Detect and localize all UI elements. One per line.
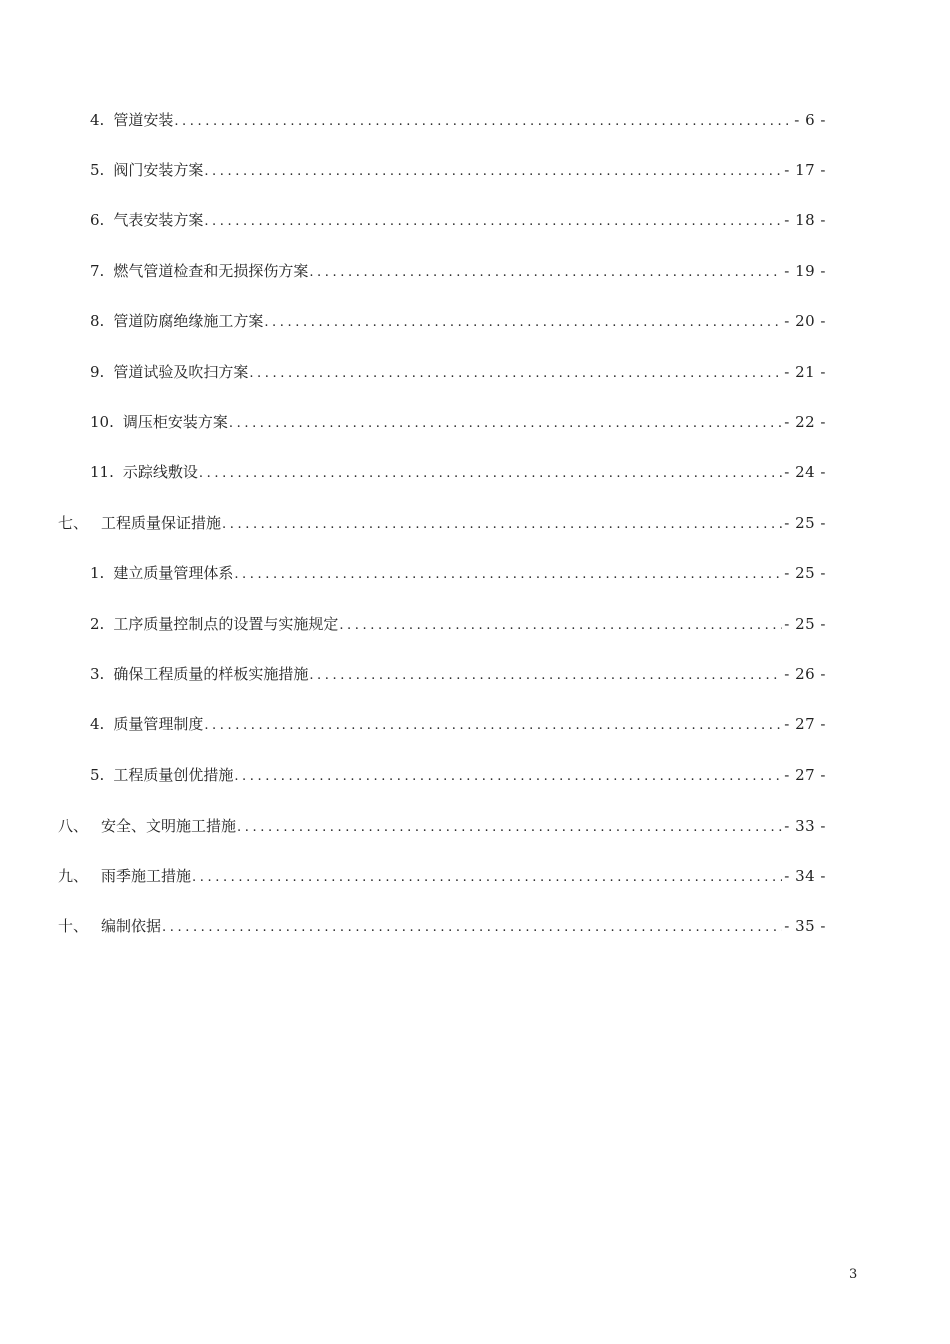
- toc-entry-number: 9.: [90, 363, 105, 381]
- toc-entry-page: - 20 -: [784, 312, 826, 330]
- toc-entry-label: 工程质量创优措施: [113, 766, 234, 784]
- toc-entry-number: 5.: [90, 161, 105, 179]
- toc-entry-page: - 18 -: [784, 211, 826, 229]
- toc-entry-page: - 33 -: [784, 817, 826, 835]
- toc-dot-leader: [309, 263, 782, 283]
- toc-entry-page: - 27 -: [784, 766, 826, 784]
- toc-entry-number: 3.: [90, 665, 105, 683]
- toc-entry-page: - 22 -: [784, 413, 826, 431]
- toc-entry-page: - 24 -: [784, 463, 826, 481]
- toc-dot-leader: [264, 313, 782, 333]
- toc-entry-label: 管道防腐绝缘施工方案: [113, 312, 264, 330]
- toc-entry-control-points[interactable]: [90, 614, 826, 636]
- toc-dot-leader: [204, 212, 782, 232]
- toc-entry-pipe-installation[interactable]: [90, 110, 826, 132]
- toc-entry-page: - 6 -: [794, 111, 826, 129]
- toc-entry-number: 10.: [90, 413, 114, 431]
- toc-entry-label: 燃气管道检查和无损探伤方案: [113, 262, 309, 280]
- toc-entry-number: 4.: [90, 111, 105, 129]
- toc-entry-number: 1.: [90, 564, 105, 582]
- toc-dot-leader: [229, 414, 782, 434]
- toc-entry-valve-installation[interactable]: [90, 160, 826, 182]
- toc-entry-label: 工序质量控制点的设置与实施规定: [113, 615, 339, 633]
- toc-entry-safety-measures[interactable]: [58, 816, 826, 838]
- toc-dot-leader: [192, 868, 782, 888]
- toc-dot-leader: [199, 464, 782, 484]
- toc-entry-number: 4.: [90, 715, 105, 733]
- toc-entry-label: 雨季施工措施: [101, 867, 192, 885]
- toc-entry-page: - 17 -: [784, 161, 826, 179]
- toc-entry-quality-system[interactable]: [90, 563, 826, 585]
- toc-entry-number: 七、: [58, 514, 89, 532]
- toc-entry-label: 确保工程质量的样板实施措施: [113, 665, 309, 683]
- toc-entry-page: - 35 -: [784, 917, 826, 935]
- toc-entry-page: - 25 -: [784, 564, 826, 582]
- toc-entry-testing-purging[interactable]: [90, 362, 826, 384]
- toc-entry-page: - 25 -: [784, 514, 826, 532]
- toc-entry-number: 11.: [90, 463, 114, 481]
- toc-entry-page: - 27 -: [784, 715, 826, 733]
- toc-entry-quality-assurance[interactable]: [58, 513, 826, 535]
- toc-entry-label: 编制依据: [101, 917, 162, 935]
- toc-entry-number: 九、: [58, 867, 89, 885]
- toc-dot-leader: [237, 818, 782, 838]
- toc-entry-anticorrosion[interactable]: [90, 311, 826, 333]
- toc-dot-leader: [204, 716, 782, 736]
- toc-entry-number: 5.: [90, 766, 105, 784]
- toc-entry-inspection[interactable]: [90, 261, 826, 283]
- toc-entry-basis[interactable]: [58, 916, 826, 938]
- toc-entry-number: 2.: [90, 615, 105, 633]
- toc-entry-number: 十、: [58, 917, 89, 935]
- toc-entry-regulator-cabinet[interactable]: [90, 412, 826, 434]
- toc-entry-quality-rules[interactable]: [90, 714, 826, 736]
- toc-entry-label: 管道安装: [113, 111, 174, 129]
- toc-entry-meter-installation[interactable]: [90, 210, 826, 232]
- toc-entry-label: 示踪线敷设: [122, 463, 198, 481]
- toc-entry-label: 调压柜安装方案: [122, 413, 228, 431]
- toc-entry-rainy-season[interactable]: [58, 866, 826, 888]
- toc-entry-label: 管道试验及吹扫方案: [113, 363, 249, 381]
- toc-entry-tracer-wire[interactable]: [90, 462, 826, 484]
- toc-entry-label: 安全、文明施工措施: [101, 817, 237, 835]
- toc-entry-page: - 34 -: [784, 867, 826, 885]
- toc-dot-leader: [234, 565, 782, 585]
- toc-dot-leader: [222, 515, 782, 535]
- toc-dot-leader: [162, 918, 782, 938]
- toc-entry-label: 建立质量管理体系: [113, 564, 234, 582]
- toc-dot-leader: [249, 364, 782, 384]
- toc-entry-number: 八、: [58, 817, 89, 835]
- toc-dot-leader: [204, 162, 782, 182]
- toc-entry-number: 6.: [90, 211, 105, 229]
- toc-entry-label: 工程质量保证措施: [101, 514, 222, 532]
- footer-page-number: 3: [849, 1267, 858, 1282]
- toc-entry-sample-measures[interactable]: [90, 664, 826, 686]
- toc-entry-excellence-measures[interactable]: [90, 765, 826, 787]
- toc-entry-page: - 21 -: [784, 363, 826, 381]
- toc-dot-leader: [174, 112, 792, 132]
- toc-dot-leader: [234, 767, 782, 787]
- toc-entry-label: 阀门安装方案: [113, 161, 204, 179]
- toc-dot-leader: [309, 666, 782, 686]
- toc-dot-leader: [339, 616, 782, 636]
- toc-entry-page: - 19 -: [784, 262, 826, 280]
- toc-entry-number: 7.: [90, 262, 105, 280]
- toc-entry-page: - 25 -: [784, 615, 826, 633]
- toc-entry-label: 气表安装方案: [113, 211, 204, 229]
- toc-entry-page: - 26 -: [784, 665, 826, 683]
- toc-entry-label: 质量管理制度: [113, 715, 204, 733]
- toc-entry-number: 8.: [90, 312, 105, 330]
